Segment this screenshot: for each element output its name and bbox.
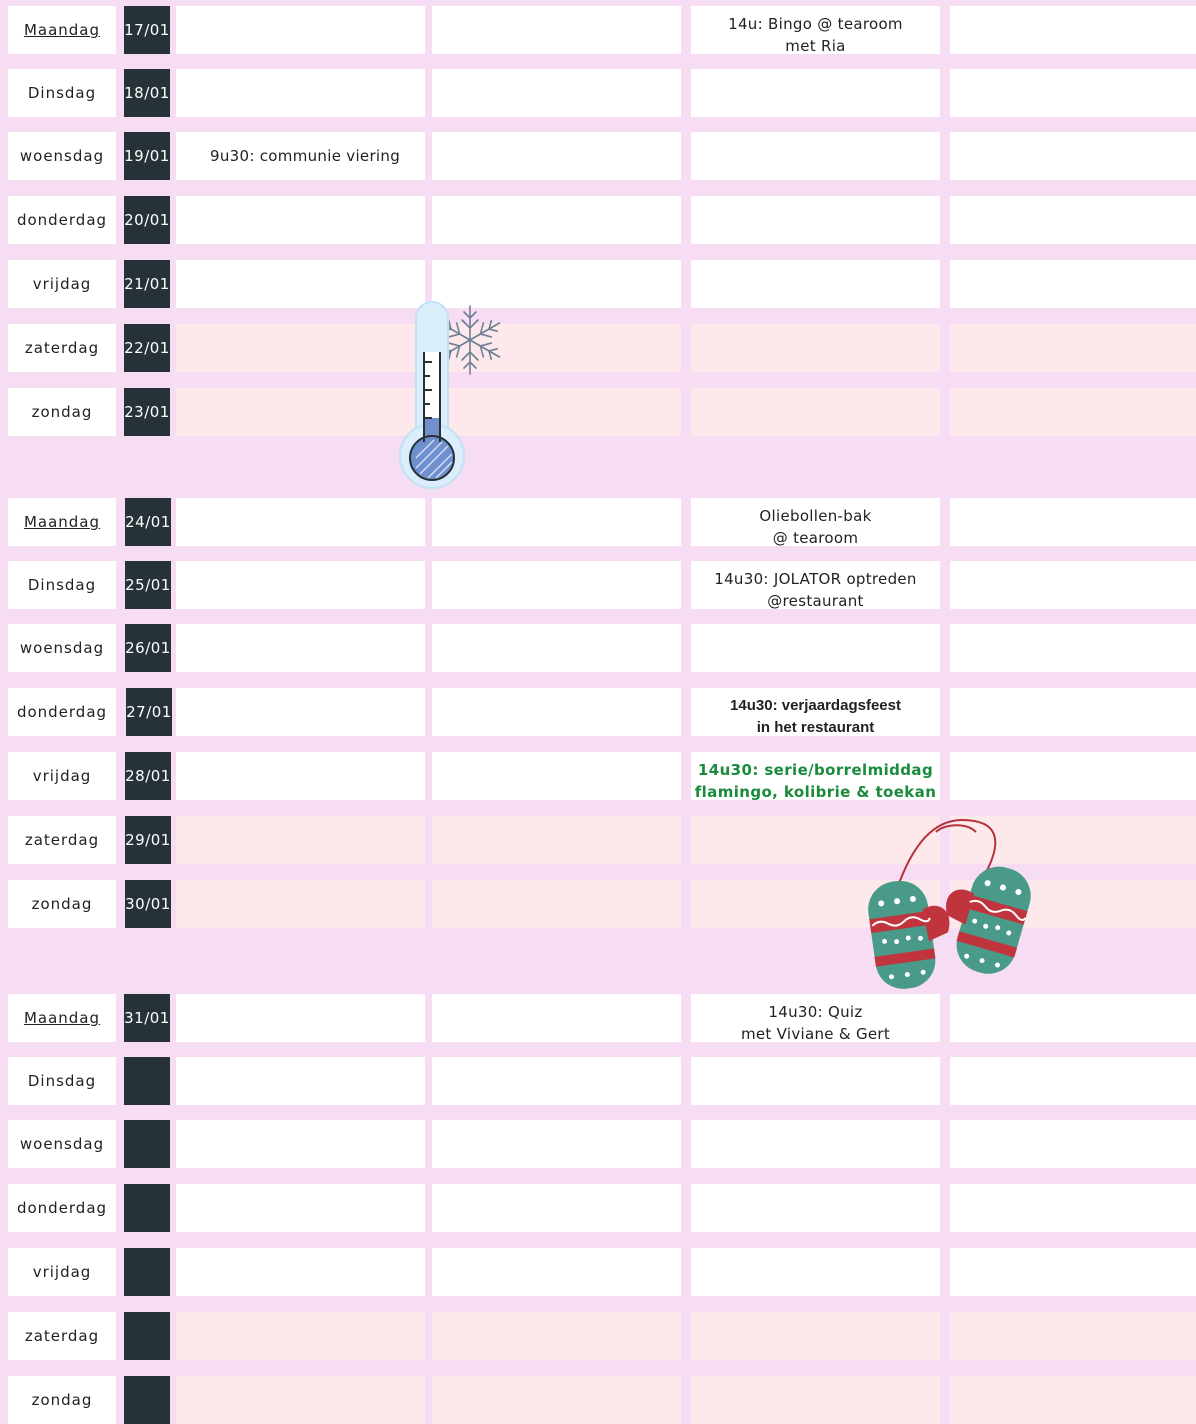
schedule-cell	[432, 69, 681, 117]
schedule-cell	[176, 1376, 425, 1424]
day-name: woensdag	[19, 639, 105, 657]
schedule-cell	[950, 1312, 1196, 1360]
day-name: vrijdag	[32, 767, 92, 785]
day-label	[8, 1376, 116, 1424]
day-label	[8, 1184, 116, 1232]
schedule-cell	[432, 752, 681, 800]
schedule-cell	[432, 1376, 681, 1424]
schedule-cell	[432, 994, 681, 1042]
schedule-cell	[950, 196, 1196, 244]
schedule-cell	[432, 624, 681, 672]
day-label	[8, 388, 116, 436]
schedule-cell	[950, 1248, 1196, 1296]
schedule-cell	[176, 1312, 425, 1360]
schedule-cell	[950, 1057, 1196, 1105]
schedule-cell	[432, 6, 681, 54]
day-name: vrijdag	[32, 1263, 92, 1281]
day-name: zaterdag	[24, 339, 100, 357]
schedule-cell: 14u30: verjaardagsfeest in het restaurant	[691, 688, 940, 736]
schedule-cell	[950, 6, 1196, 54]
date-block: 19/01	[124, 132, 170, 180]
schedule-cell	[950, 994, 1196, 1042]
schedule-cell	[691, 260, 940, 308]
schedule-cell	[176, 880, 425, 928]
day-label	[8, 1120, 116, 1168]
schedule-cell	[176, 196, 425, 244]
schedule-cell	[950, 388, 1196, 436]
date-block: 27/01	[126, 688, 172, 736]
schedule-cell	[950, 1376, 1196, 1424]
date-block: 31/01	[124, 994, 170, 1042]
date-block: 22/01	[124, 324, 170, 372]
schedule-cell	[432, 1184, 681, 1232]
schedule-cell	[691, 624, 940, 672]
schedule-cell	[950, 624, 1196, 672]
schedule-cell	[176, 1184, 425, 1232]
day-name: Dinsdag	[27, 1072, 97, 1090]
day-label	[8, 196, 116, 244]
day-name: woensdag	[19, 147, 105, 165]
date-block	[124, 1184, 170, 1232]
day-label	[8, 1248, 116, 1296]
schedule-cell: 14u30: serie/borrelmiddag flamingo, kolibrie & toekan	[691, 752, 940, 800]
schedule-cell: 14u: Bingo @ tearoom met Ria	[691, 6, 940, 54]
day-name: zondag	[31, 895, 93, 913]
schedule-cell	[176, 561, 425, 609]
schedule-cell	[691, 1184, 940, 1232]
schedule-cell	[176, 69, 425, 117]
day-name: zaterdag	[24, 1327, 100, 1345]
date-block	[124, 1120, 170, 1168]
schedule-cell: 9u30: communie viering	[176, 132, 425, 180]
schedule-cell	[432, 1248, 681, 1296]
schedule-cell	[432, 880, 681, 928]
schedule-cell	[176, 816, 425, 864]
schedule-cell	[176, 6, 425, 54]
schedule-cell	[950, 132, 1196, 180]
day-name: Dinsdag	[27, 576, 97, 594]
schedule-cell	[691, 1312, 940, 1360]
day-label	[8, 880, 116, 928]
day-name: donderdag	[16, 703, 108, 721]
schedule-cell	[176, 324, 425, 372]
schedule-cell	[176, 752, 425, 800]
schedule-cell	[432, 1312, 681, 1360]
day-name: Maandag	[23, 21, 101, 39]
mittens-icon	[862, 816, 1038, 996]
day-label	[8, 816, 116, 864]
date-block: 28/01	[125, 752, 171, 800]
schedule-cell	[176, 260, 425, 308]
schedule-cell	[176, 624, 425, 672]
schedule-cell: 14u30: Quiz met Viviane & Gert	[691, 994, 940, 1042]
schedule-cell	[691, 1057, 940, 1105]
day-label	[8, 260, 116, 308]
schedule-cell	[950, 1184, 1196, 1232]
schedule-cell	[176, 1120, 425, 1168]
schedule-cell: 14u30: JOLATOR optreden @restaurant	[691, 561, 940, 609]
schedule-cell	[432, 1057, 681, 1105]
day-label	[8, 132, 116, 180]
schedule-cell: Oliebollen-bak @ tearoom	[691, 498, 940, 546]
date-block: 24/01	[125, 498, 171, 546]
schedule-cell	[950, 1120, 1196, 1168]
day-name: Maandag	[23, 1009, 101, 1027]
schedule-cell	[176, 1248, 425, 1296]
schedule-cell	[176, 498, 425, 546]
day-label	[8, 624, 116, 672]
date-block	[124, 1248, 170, 1296]
day-label	[8, 6, 116, 54]
day-label	[8, 688, 116, 736]
date-block: 23/01	[124, 388, 170, 436]
day-name: zaterdag	[24, 831, 100, 849]
day-name: woensdag	[19, 1135, 105, 1153]
schedule-cell	[432, 561, 681, 609]
date-block: 21/01	[124, 260, 170, 308]
day-label	[8, 561, 116, 609]
day-label	[8, 69, 116, 117]
schedule-cell	[691, 1376, 940, 1424]
schedule-cell	[950, 752, 1196, 800]
date-block: 29/01	[125, 816, 171, 864]
schedule-cell	[432, 816, 681, 864]
date-block: 18/01	[124, 69, 170, 117]
day-label	[8, 324, 116, 372]
date-block: 26/01	[125, 624, 171, 672]
schedule-cell	[432, 132, 681, 180]
day-label	[8, 498, 116, 546]
day-name: vrijdag	[32, 275, 92, 293]
date-block	[124, 1312, 170, 1360]
schedule-cell	[950, 498, 1196, 546]
schedule-cell	[432, 688, 681, 736]
schedule-cell	[432, 1120, 681, 1168]
thermometer-icon	[396, 296, 516, 492]
date-block: 25/01	[125, 561, 171, 609]
schedule-cell	[691, 1120, 940, 1168]
date-block: 17/01	[124, 6, 170, 54]
day-name: donderdag	[16, 211, 108, 229]
schedule-cell	[176, 1057, 425, 1105]
day-label	[8, 1312, 116, 1360]
schedule-cell	[176, 388, 425, 436]
schedule-cell	[691, 1248, 940, 1296]
date-block: 20/01	[124, 196, 170, 244]
date-block	[124, 1057, 170, 1105]
day-name: Maandag	[23, 513, 101, 531]
schedule-cell	[691, 196, 940, 244]
date-block: 30/01	[125, 880, 171, 928]
day-label	[8, 752, 116, 800]
day-name: donderdag	[16, 1199, 108, 1217]
schedule-cell	[176, 994, 425, 1042]
schedule-cell	[176, 688, 425, 736]
day-name: zondag	[31, 403, 93, 421]
schedule-cell	[950, 324, 1196, 372]
schedule-cell	[950, 260, 1196, 308]
date-block	[124, 1376, 170, 1424]
schedule-cell	[432, 196, 681, 244]
schedule-cell	[691, 132, 940, 180]
day-label	[8, 1057, 116, 1105]
day-label	[8, 994, 116, 1042]
schedule-cell	[432, 498, 681, 546]
schedule-cell	[950, 688, 1196, 736]
day-name: Dinsdag	[27, 84, 97, 102]
schedule-cell	[691, 69, 940, 117]
day-name: zondag	[31, 1391, 93, 1409]
schedule-cell	[691, 324, 940, 372]
schedule-cell	[691, 388, 940, 436]
schedule-cell	[950, 69, 1196, 117]
schedule-cell	[950, 561, 1196, 609]
